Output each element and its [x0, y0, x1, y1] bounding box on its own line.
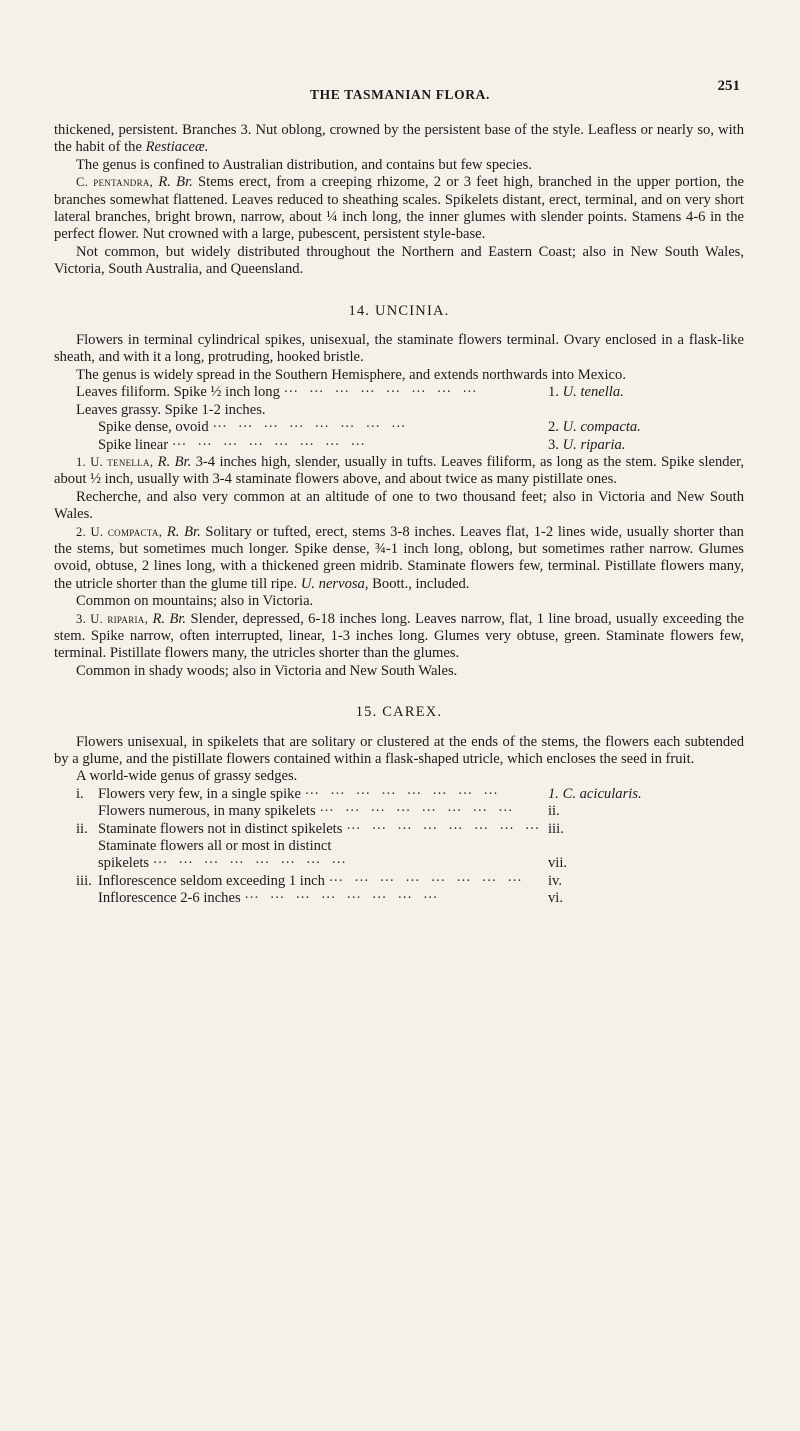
key-result: ii.	[548, 803, 560, 820]
key-result	[542, 419, 744, 436]
species-authority: R. Br.	[152, 610, 187, 627]
key-result: vii.	[548, 855, 568, 872]
key-row	[54, 838, 744, 855]
species-key	[54, 786, 744, 908]
genus-heading-carex: 15. CAREX.	[355, 704, 443, 721]
key-species: U. compacta.	[562, 419, 641, 436]
key-species: U. tenella.	[562, 384, 624, 401]
key-text: spikelets ···	[98, 855, 542, 872]
key-marker: i.	[76, 785, 84, 802]
species-distribution: Common in shady woods; also in Victoria and New South Wales.	[76, 662, 458, 679]
species-description: Solitary or tufted, erect, stems 3-8 inches. Leaves flat, 1-2 lines wide, usually shorter than the stems, but sometimes much longer. Spike dense, ¾-1 inch long, oblong, but sometimes rather narrow. Glumes ovoid, obtuse, 2 lines long, with a thickened green midrib. Staminate flowers few, terminal. Pistillate flowers many, the utricle shorter than the glume till ripe.	[54, 523, 744, 592]
key-number: 2.	[548, 419, 559, 436]
key-row	[54, 803, 744, 820]
key-text: Staminate flowers all or most in distinct	[98, 838, 332, 855]
key-result: iv.	[548, 872, 563, 889]
key-marker: iii.	[76, 872, 92, 889]
included-species: U. nervosa,	[300, 575, 369, 592]
key-text: Flowers very few, in a single spike ···	[98, 786, 542, 803]
key-row	[54, 419, 744, 436]
key-result	[542, 786, 744, 803]
key-result: iii.	[548, 820, 564, 837]
genus-description: Flowers in terminal cylindrical spikes, unisexual, the staminate flowers terminal. Ovary enclosed in a flask-like sheath, and with it a long, protruding, hooked bristle.	[54, 332, 744, 366]
key-row	[54, 821, 744, 838]
species-label: C. pentandra,	[76, 175, 154, 190]
species-riparia	[54, 611, 744, 663]
species-distribution: Common on mountains; also in Victoria.	[76, 593, 314, 610]
key-result: vi.	[548, 890, 563, 907]
key-row	[54, 437, 744, 454]
species-compacta	[54, 524, 744, 594]
genus-note: A world-wide genus of grassy sedges.	[76, 768, 298, 785]
key-row	[54, 890, 744, 907]
key-result	[542, 437, 744, 454]
species-pentandra	[54, 174, 744, 244]
species-description: 3-4 inches high, slender, usually in tufts. Leaves filiform, as long as the stem. Spike slender, about ½ inch, usually with 3-4 staminate flowers above, and about twice as many pistillate ones.	[54, 453, 745, 488]
key-text: Spike linear ···	[76, 437, 542, 454]
key-marker: ii.	[76, 820, 88, 837]
key-text: Staminate flowers not in distinct spikelets ···	[98, 821, 542, 838]
key-text: Inflorescence 2-6 inches ···	[98, 890, 542, 907]
key-text: Spike dense, ovoid ···	[76, 419, 542, 436]
species-label: 2. U. compacta,	[76, 524, 163, 539]
genus-description: Flowers unisexual, in spikelets that are solitary or clustered at the ends of the stems, the flowers each subtended by a glume, and the pistillate flowers contained within a flask-shaped utricle, which encloses the seed in fruit.	[54, 733, 744, 767]
species-description: Stems erect, from a creeping rhizome, 2 or 3 feet high, branched in the upper portion, the branches somewhat flattened. Leaves reduced to sheathing scales. Spikelets distant, erect, terminal, and on very short lateral branches, bright brown, narrow, about ¼ inch long, the inner glumes with slender points. Stamens 4-6 in the perfect flower. Nut crowned with a large, pubescent, persistent style-base.	[54, 174, 744, 243]
key-text: Leaves filiform. Spike ½ inch long ···	[76, 384, 542, 401]
key-number: 1.	[548, 384, 559, 401]
species-authority: R. Br.	[166, 523, 201, 540]
key-text: Inflorescence seldom exceeding 1 inch ···	[98, 873, 542, 890]
continuation-text: thickened, persistent. Branches 3. Nut oblong, crowned by the persistent base of the style. Leafless or nearly so, with the habit of the	[54, 122, 744, 156]
continuation-paragraph	[54, 122, 744, 157]
species-distribution: Recherche, and also very common at an altitude of one to two thousand feet; also in Victoria and New South Wales.	[54, 488, 744, 523]
species-key	[54, 384, 744, 454]
key-species: 1. C. acicularis.	[548, 785, 642, 802]
key-text: Leaves grassy. Spike 1-2 inches.	[76, 401, 266, 418]
key-text: Flowers numerous, in many spikelets ···	[98, 803, 542, 820]
species-distribution: Not common, but widely distributed throughout the Northern and Eastern Coast; also in New South Wales, Victoria, South Australia, and Queensland.	[54, 243, 744, 278]
species-label: 1. U. tenella,	[76, 454, 154, 469]
genus-note: The genus is confined to Australian distribution, and contains but few species.	[76, 156, 532, 173]
key-row	[54, 855, 744, 872]
key-row	[54, 873, 744, 890]
key-row	[54, 402, 744, 419]
key-row	[54, 384, 744, 401]
running-title: THE TASMANIAN FLORA.	[310, 87, 490, 102]
species-authority: R. Br.	[157, 453, 192, 470]
key-row	[54, 786, 744, 803]
species-label: 3. U. riparia,	[76, 611, 149, 626]
key-result	[542, 384, 744, 401]
genus-note: The genus is widely spread in the Southern Hemisphere, and extends northwards into Mexico.	[76, 366, 626, 383]
species-authority: R. Br.	[158, 174, 193, 191]
page-body	[54, 122, 744, 908]
species-description: Slender, depressed, 6-18 inches long. Leaves narrow, flat, 1 line broad, usually exceeding the stem. Spike narrow, often interrupted, linear, 1-3 inches long. Glumes very obtuse, green. Staminate flowers few, terminal. Pistillate flowers many, the utricles shorter than the glumes.	[54, 610, 744, 662]
page-number: 251	[717, 78, 740, 94]
family-name: Restiaceæ.	[145, 139, 209, 156]
key-number: 3.	[548, 436, 559, 453]
included-note: Boott., included.	[368, 575, 470, 592]
species-tenella	[54, 454, 744, 489]
genus-heading-uncinia: 14. UNCINIA.	[348, 302, 450, 319]
key-species: U. riparia.	[562, 436, 626, 453]
